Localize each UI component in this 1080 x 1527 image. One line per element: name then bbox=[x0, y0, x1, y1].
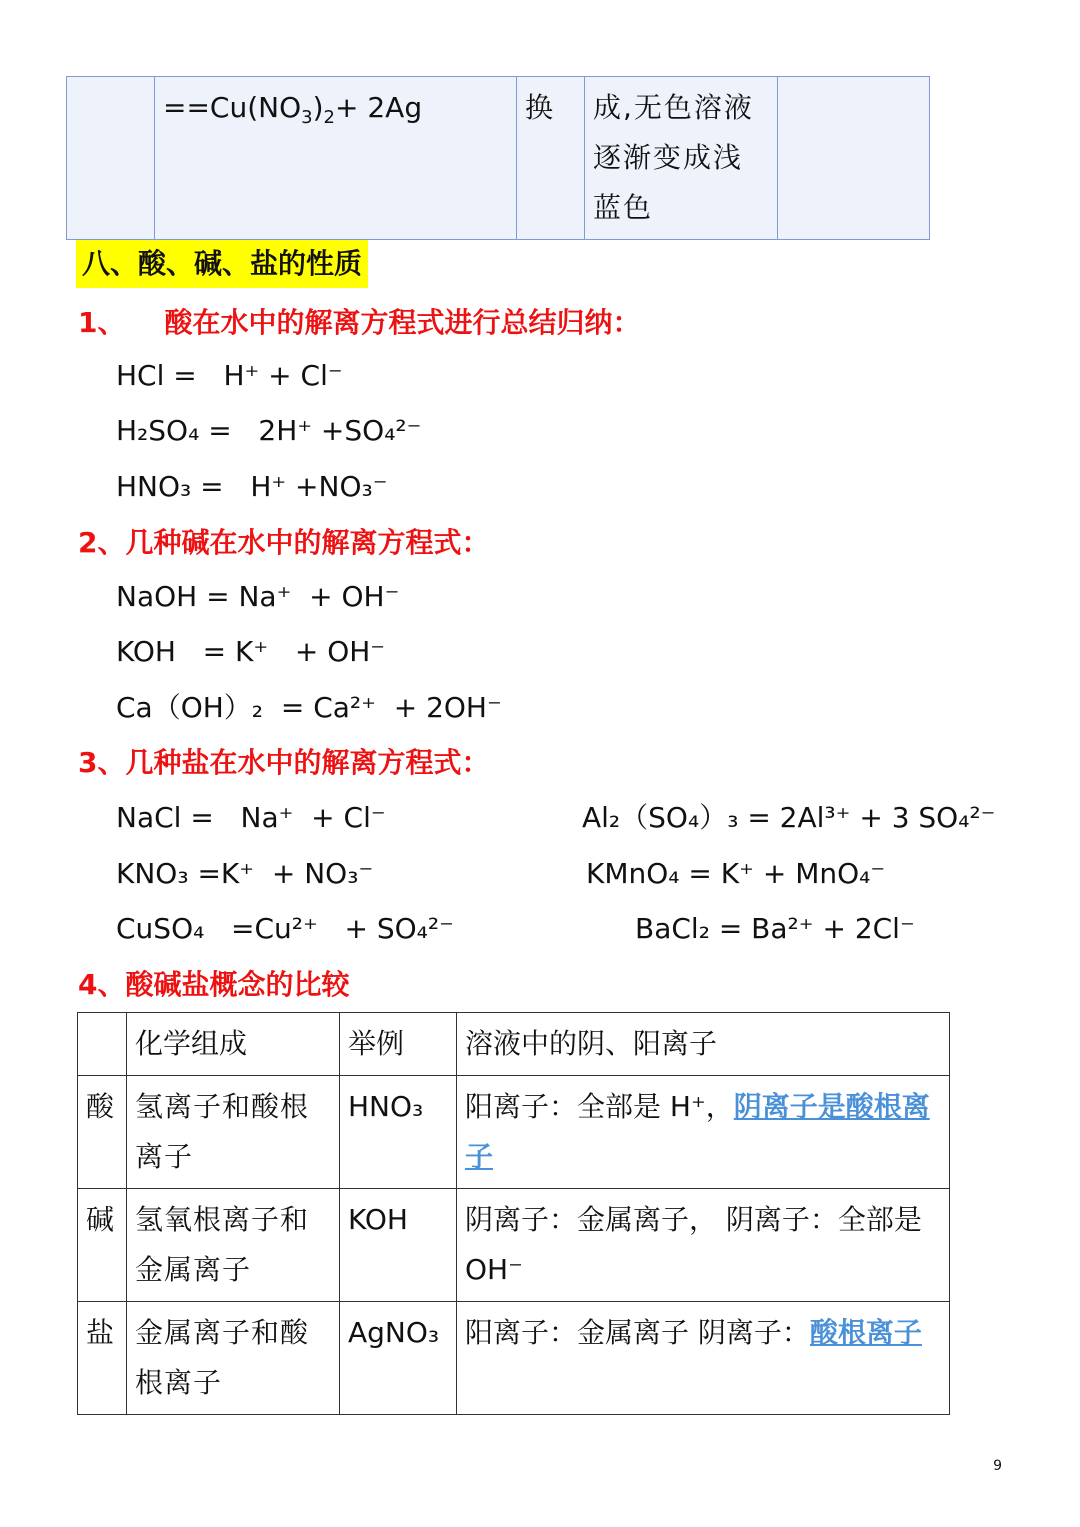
acid-equation-hno3: HNO₃ = H⁺ +NO₃⁻ bbox=[116, 470, 388, 503]
row-composition: 氢氧根离子和金属离子 bbox=[127, 1189, 340, 1302]
row-example: AgNO₃ bbox=[340, 1302, 457, 1415]
acid-equation-hcl: HCl = H⁺ + Cl⁻ bbox=[116, 359, 343, 392]
subsection-3-title: 3、几种盐在水中的解离方程式： bbox=[78, 746, 490, 779]
top-table-phenomenon-cell: 成,无色溶液逐渐变成浅蓝色 bbox=[585, 77, 778, 240]
table-row bbox=[78, 1189, 950, 1302]
row-kind: 盐 bbox=[78, 1302, 127, 1415]
header-cell: 举例 bbox=[340, 1013, 457, 1076]
salt-equation-nacl: NaCl = Na⁺ + Cl⁻ bbox=[116, 801, 386, 834]
page-number: 9 bbox=[993, 1458, 1002, 1474]
row-composition: 金属离子和酸根离子 bbox=[127, 1302, 340, 1415]
salt-equation-bacl2: BaCl₂ = Ba²⁺ + 2Cl⁻ bbox=[635, 912, 915, 945]
ions-plain-text: 阳离子：金属离子 阴离子： bbox=[465, 1316, 810, 1349]
base-equation-naoh: NaOH = Na⁺ + OH⁻ bbox=[116, 580, 400, 613]
row-ions bbox=[457, 1076, 950, 1189]
salt-equation-cuso4: CuSO₄ =Cu²⁺ + SO₄²⁻ bbox=[116, 912, 454, 945]
row-composition: 氢离子和酸根离子 bbox=[127, 1076, 340, 1189]
salt-equation-al2so43: Al₂（SO₄）₃ = 2Al³⁺ + 3 SO₄²⁻ bbox=[582, 801, 996, 834]
table-row bbox=[78, 1076, 950, 1189]
top-table-type-cell: 换 bbox=[517, 77, 585, 240]
row-example: HNO₃ bbox=[340, 1076, 457, 1189]
subsection-4-title: 4、酸碱盐概念的比较 bbox=[78, 968, 350, 1001]
base-equation-caoh2: Ca（OH）₂ = Ca²⁺ + 2OH⁻ bbox=[116, 691, 502, 724]
subsection-1-title: 1、 酸在水中的解离方程式进行总结归纳： bbox=[78, 306, 641, 339]
ions-link[interactable]: 阴离子是酸根离子 bbox=[465, 1090, 930, 1173]
top-table-equation-cell: $==Cu(NO_3)_2+ 2Ag$ bbox=[155, 77, 517, 240]
header-cell: 化学组成 bbox=[127, 1013, 340, 1076]
acid-base-salt-comparison-table bbox=[77, 1012, 950, 1415]
row-ions bbox=[457, 1189, 950, 1302]
header-cell: 溶液中的阴、阳离子 bbox=[457, 1013, 950, 1076]
salt-equation-kmno4: KMnO₄ = K⁺ + MnO₄⁻ bbox=[586, 857, 886, 890]
ions-plain-text: 阴离子：金属离子， 阴离子：全部是OH⁻ bbox=[465, 1203, 922, 1286]
table-row bbox=[78, 1302, 950, 1415]
section-heading: 八、酸、碱、盐的性质 bbox=[76, 240, 368, 288]
top-table-empty-cell bbox=[67, 77, 155, 240]
acid-equation-h2so4: H₂SO₄ = 2H⁺ +SO₄²⁻ bbox=[116, 414, 422, 447]
top-continuation-table bbox=[66, 76, 930, 240]
row-kind: 酸 bbox=[78, 1076, 127, 1189]
row-ions bbox=[457, 1302, 950, 1415]
row-example: KOH bbox=[340, 1189, 457, 1302]
base-equation-koh: KOH = K⁺ + OH⁻ bbox=[116, 635, 386, 668]
subsection-2-title: 2、几种碱在水中的解离方程式： bbox=[78, 526, 490, 559]
ions-link[interactable]: 酸根离子 bbox=[809, 1316, 922, 1349]
header-cell bbox=[78, 1013, 127, 1076]
table-header-row bbox=[78, 1013, 950, 1076]
ions-plain-text: 阳离子：全部是 H⁺， bbox=[465, 1090, 734, 1123]
salt-equation-kno3: KNO₃ =K⁺ + NO₃⁻ bbox=[116, 857, 374, 890]
row-kind: 碱 bbox=[78, 1189, 127, 1302]
top-table-last-cell bbox=[778, 77, 930, 240]
